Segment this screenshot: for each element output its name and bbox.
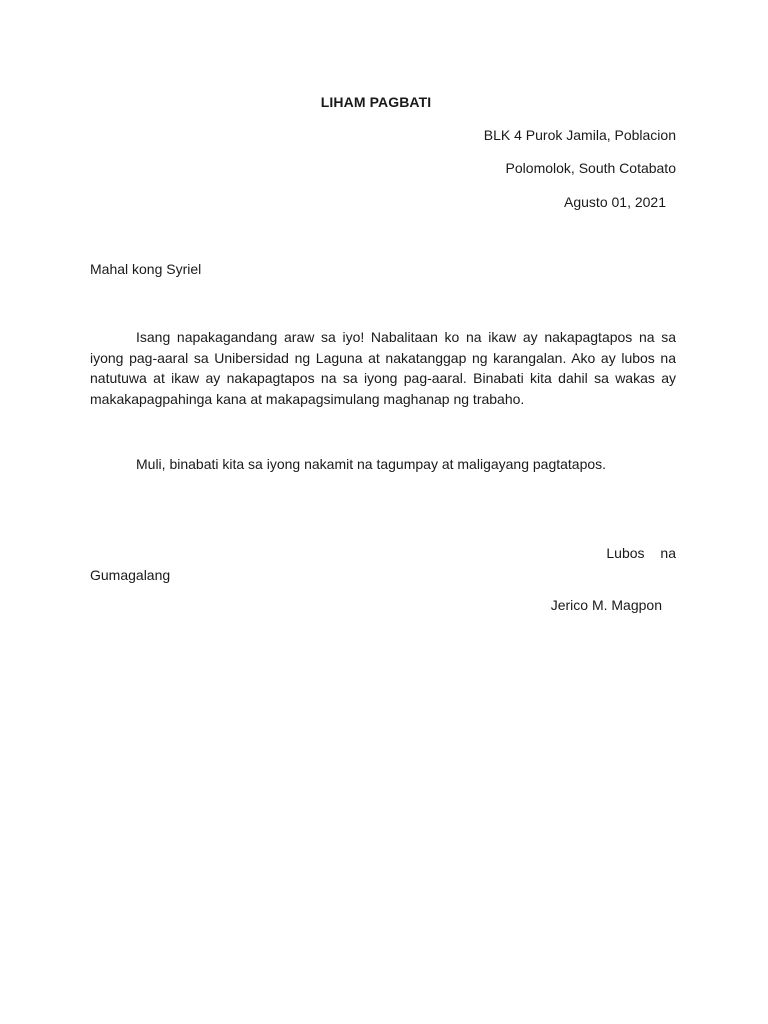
body-paragraph-1: Isang napakagandang araw sa iyo! Nabalitaan ko na ikaw ay nakapagtapos na sa iyong pag-aaral sa Unibersidad ng Laguna at nakatanggap ng karangalan. Ako ay lubos na natutuwa at ikaw ay nakapagtapos na sa iyong pag-aaral. Binabati kita dahil sa wakas ay makakapagpahinga kana at makapagsimulang maghanap ng trabaho. xyxy=(90,329,676,407)
complimentary-close xyxy=(90,542,676,586)
salutation: Mahal kong Syriel xyxy=(90,261,202,277)
body-paragraph-2: Muli, binabati kita sa iyong nakamit na tagumpay at maligayang pagtatapos. xyxy=(136,456,607,472)
closing-line-2: Gumagalang xyxy=(90,567,171,583)
closing-line-1: Lubos na xyxy=(606,545,676,561)
letter-title: LIHAM PAGBATI xyxy=(320,94,432,110)
sender-address-line-1: BLK 4 Purok Jamila, Poblacion xyxy=(483,127,676,143)
letter-date: Agusto 01, 2021 xyxy=(564,194,666,210)
signature-name: Jerico M. Magpon xyxy=(550,597,662,613)
sender-address-line-2: Polomolok, South Cotabato xyxy=(505,160,676,176)
